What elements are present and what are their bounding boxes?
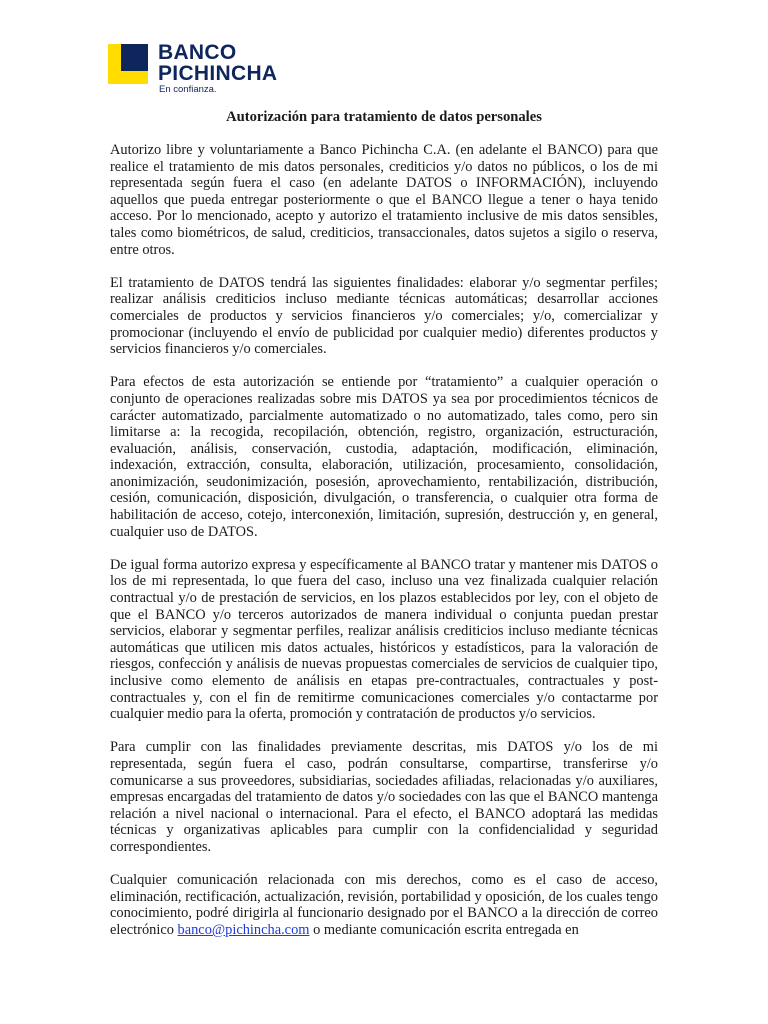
bank-name-line-2: PICHINCHA — [158, 62, 278, 85]
bank-logo — [108, 40, 308, 100]
rights-text-after-link: o mediante comunicación escrita entregada en — [309, 921, 579, 938]
bank-logo-mark-icon — [108, 44, 148, 84]
contact-email-link[interactable]: banco@pichincha.com — [177, 921, 310, 938]
document-title: Autorización para tratamiento de datos personales — [226, 109, 542, 125]
paragraph-treatment-definition: Para efectos de esta autorización se entiende por “tratamiento” a cualquier operación o conjunto de operaciones realizadas sobre mis DATOS ya sea por procedimientos técnicos de carácter automatizado, parcialmente automatizado o no automatizado, tales como, pero sin limitarse a: la recogida, recopilación, obtención, registro, organización, estructuración, evaluación, análisis, conservación, custodia, adaptación, modificación, eliminación, indexación, extracción, consulta, elaboración, utilización, procesamiento, consolidación, anonimización, seudonimización, posesión, aprovechamiento, rentabilización, distribución, cesión, comunicación, disposición, divulgación, o transferencia, o cualquier otra forma de habilitación de acceso, cotejo, interconexión, limitación, supresión, destrucción y, en general, cualquier uso de DATOS. — [110, 374, 658, 540]
paragraph-purposes: El tratamiento de DATOS tendrá las siguientes finalidades: elaborar y/o segmentar perfiles; realizar análisis crediticios incluso mediante técnicas automáticas; desarrollar acciones comerciales de productos y servicios financieros y/o comerciales; y/o, comercializar y promocionar (incluyendo el envío de publicidad por cualquier medio) diferentes productos y servicios financieros y/o comerciales. — [110, 274, 658, 358]
paragraph-rights-contact — [110, 872, 658, 938]
paragraph-sharing: Para cumplir con las finalidades previamente descritas, mis DATOS y/o los de mi representada, según fuera el caso, podrán consultarse, compartirse, transferirse y/o comunicarse a sus proveedores, subsidiarias, sociedades afiliadas, relacionadas y/o auxiliares, empresas encargadas del tratamiento de datos y/o sociedades con las que el BANCO mantenga relación a nivel nacional o internacional. Para el efecto, el BANCO adoptará las medidas técnicas y organizativas aplicables para cumplir con la confidencialidad y seguridad correspondientes. — [110, 739, 658, 855]
paragraph-authorization: Autorizo libre y voluntariamente a Banco Pichincha C.A. (en adelante el BANCO) para que realice el tratamiento de mis datos personales, crediticios y/o datos no públicos, o los de mi representada según fuera el caso (en adelante DATOS o INFORMACIÓN), incluyendo aquellos que pueda entregar posteriormente o que el BANCO llegue a tener o haya tenido acceso. Por lo mencionado, acepto y autorizo el tratamiento inclusive de mis datos sensibles, tales como biométricos, de salud, crediticios, transaccionales, datos sujetos a sigilo o reserva, entre otros. — [110, 142, 658, 258]
document-body — [110, 108, 658, 939]
rights-text-before-link: Cualquier comunicación relacionada con mis derechos, como es el caso de acceso, eliminación, rectificación, actualización, revisión, portabilidad y oposición, de los cuales tengo conocimiento, podré dirigirla al funcionario designado por el BANCO a la dirección de correo electrónico — [110, 872, 658, 938]
bank-tagline: En confianza. — [159, 84, 217, 95]
paragraph-retention: De igual forma autorizo expresa y específicamente al BANCO tratar y mantener mis DATOS o los de mi representada, lo que fuera del caso, incluso una vez finalizada cualquier relación contractual y/o de prestación de servicios, en los plazos establecidos por ley, con el objeto de que el BANCO y/o terceros autorizados de manera individual o conjunta puedan prestar servicios, elaborar y segmentar perfiles, realizar análisis crediticios incluso mediante técnicas automáticas que utilicen mis datos actuales, históricos y estadísticos, para la valoración de riesgos, confección y análisis de nuevas propuestas comerciales de servicios de cualquier tipo, inclusive como elemento de análisis en etapas pre-contractuales, contractuales y post-contractuales y, con el fin de remitirme comunicaciones comerciales y/o contactarme por cualquier medio para la oferta, promoción y contratación de productos y/o servicios. — [110, 556, 658, 723]
bank-name-line-1: BANCO — [158, 41, 237, 64]
